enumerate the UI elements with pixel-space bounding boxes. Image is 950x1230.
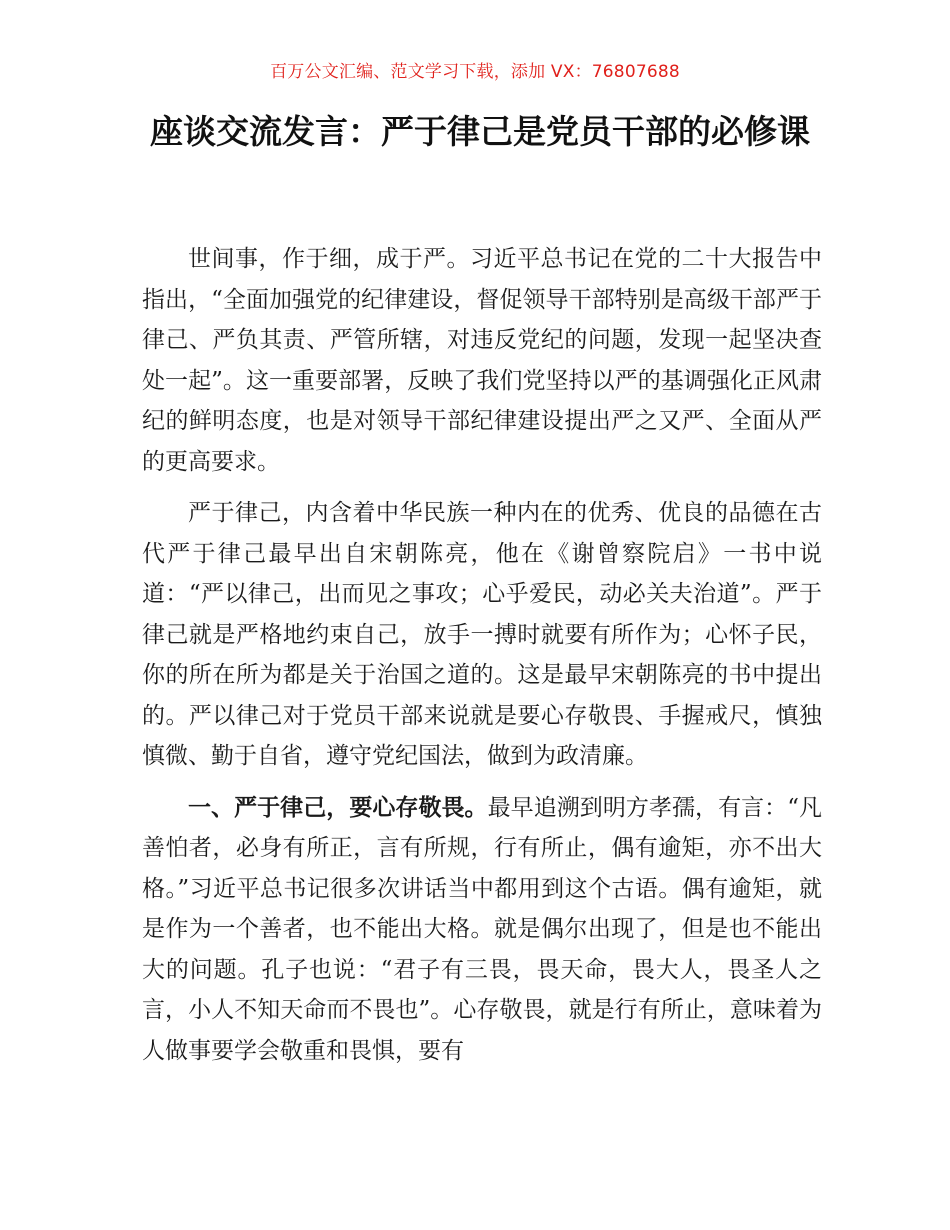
paragraph (142, 493, 822, 777)
paragraph (142, 239, 822, 482)
paragraph-text: 严于律己，内含着中华民族一种内在的优秀、优良的品德在古代严于律己最早出自宋朝陈亮，他在《谢曾察院启》一书中说道：“严以律己，出而见之事攻；心乎爱民，动必关夫治道”。严于律己就是严格地约束自己，放手一搏时就要有所作为；心怀子民，你的所在所为都是关于治国之道的。这是最早宋朝陈亮的书中提出的。严以律己对于党员干部来说就是要心存敬畏、手握戒尺，慎独慎微、勤于自省，遵守党纪国法，做到为政清廉。 (142, 500, 822, 769)
paragraph (142, 788, 822, 1072)
paragraph-text: 世间事，作于细，成于严。习近平总书记在党的二十大报告中指出，“全面加强党的纪律建设，督促领导干部特别是高级干部严于律己、严负其责、严管所辖，对违反党纪的问题，发现一起坚决查处一起”。这一重要部署，反映了我们党坚持以严的基调强化正风肃纪的鲜明态度，也是对领导干部纪律建设提出严之又严、全面从严的更高要求。 (142, 246, 822, 475)
paragraph-text: 最早追溯到明方孝孺，有言：“凡善怕者，必身有所正，言有所规，行有所止，偶有逾矩，亦不出大格。”习近平总书记很多次讲话当中都用到这个古语。偶有逾矩，就是作为一个善者，也不能出大格。就是偶尔出现了，但是也不能出大的问题。孔子也说：“君子有三畏，畏天命，畏大人，畏圣人之言，小人不知天命而不畏也”。心存敬畏，就是行有所止，意味着为人做事要学会敬重和畏惧，要有 (142, 794, 823, 1064)
document-body (142, 239, 822, 1082)
header-watermark-note: 百万公文汇编、范文学习下载，添加 VX：76807688 (270, 62, 680, 82)
section-heading: 一、严于律己，要心存敬畏。 (188, 794, 488, 821)
document-title: 座谈交流发言：严于律己是党员干部的必修课 (150, 112, 810, 151)
